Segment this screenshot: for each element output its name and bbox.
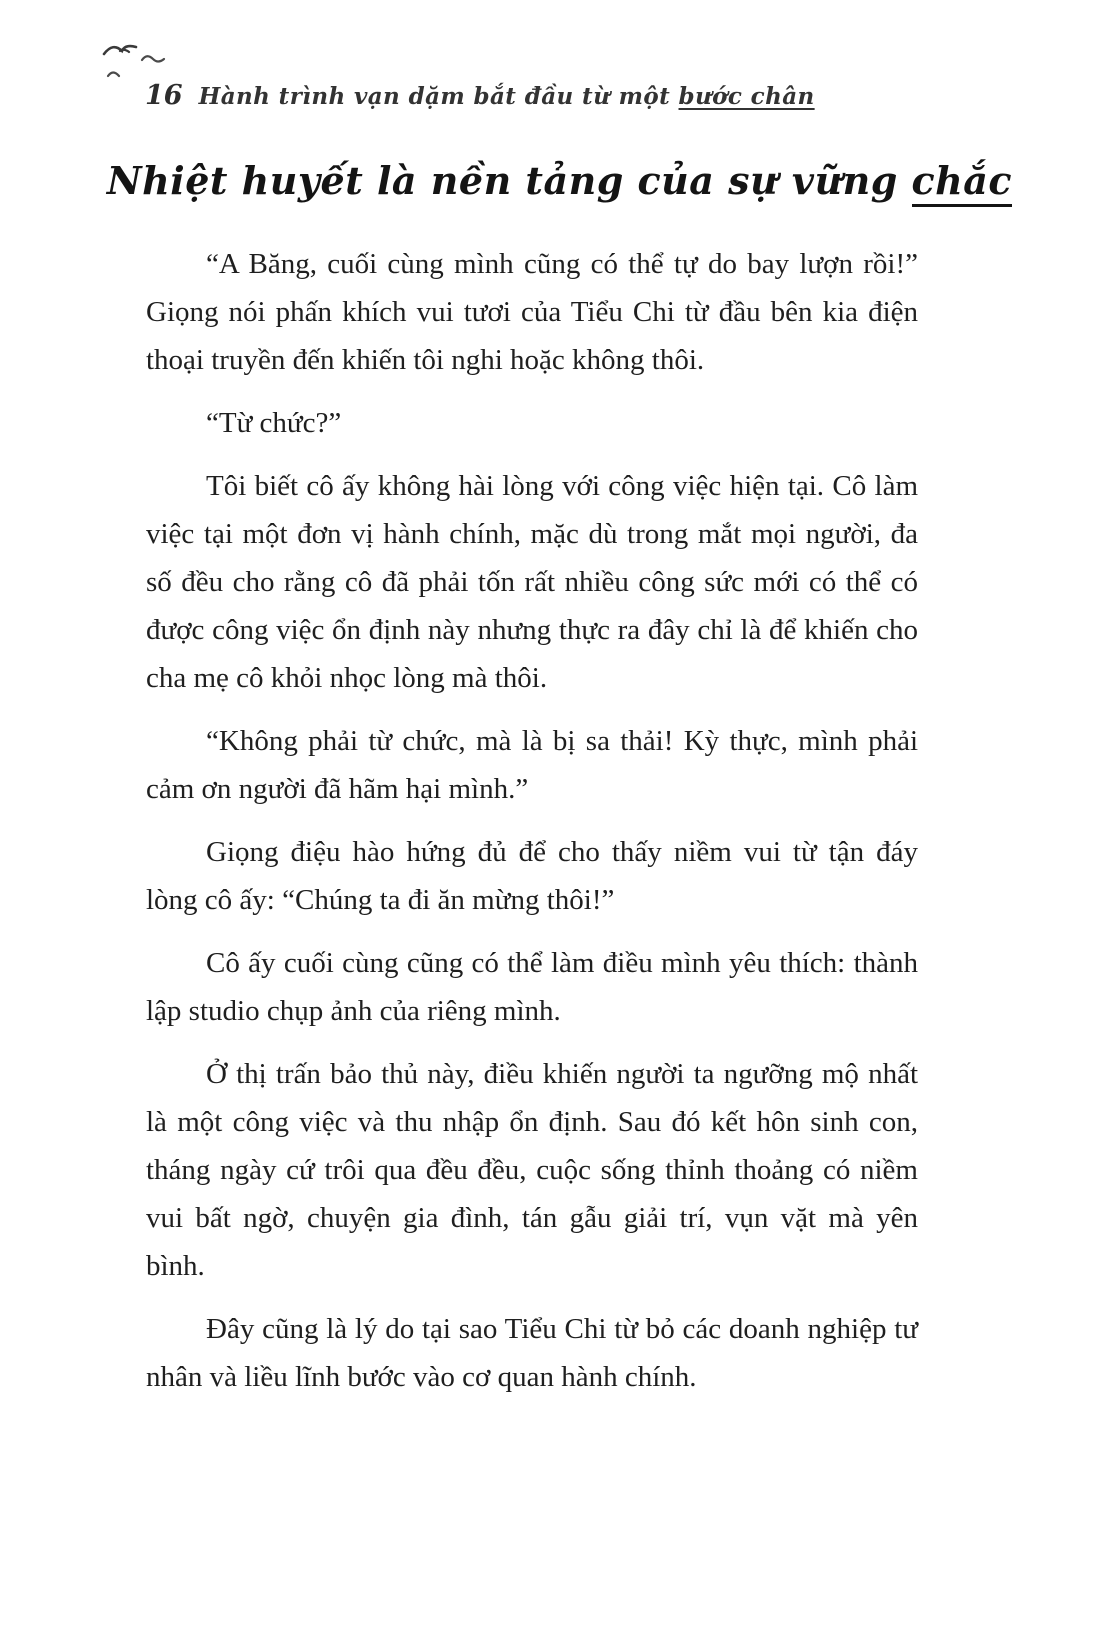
chapter-title <box>0 158 1119 203</box>
paragraph: Đây cũng là lý do tại sao Tiểu Chi từ bỏ các doanh nghiệp tư nhân và liều lĩnh bước vào cơ quan hành chính. <box>146 1313 918 1393</box>
page-number: 16 <box>145 80 183 111</box>
paragraph: Cô ấy cuối cùng cũng có thể làm điều mình yêu thích: thành lập studio chụp ảnh của riêng mình. <box>146 947 918 1027</box>
paragraph: “Từ chức?” <box>206 407 342 439</box>
paragraph: “A Băng, cuối cùng mình cũng có thể tự do bay lượn rồi!” Giọng nói phấn khích vui tươi của Tiểu Chi từ đầu bên kia điện thoại truyền đến khiến tôi nghi hoặc không thôi. <box>146 248 918 376</box>
chapter-title-underlined: chắc <box>912 158 1013 207</box>
paragraph: Giọng điệu hào hứng đủ để cho thấy niềm vui từ tận đáy lòng cô ấy: “Chúng ta đi ăn mừng thôi!” <box>146 836 918 916</box>
paragraph: “Không phải từ chức, mà là bị sa thải! Kỳ thực, mình phải cảm ơn người đã hãm hại mình.” <box>146 725 918 805</box>
running-title-main: Hành trình vạn dặm bắt đầu từ một <box>198 83 679 110</box>
running-title <box>199 83 815 110</box>
running-title-underlined: bước chân <box>678 83 815 110</box>
paragraph: Ở thị trấn bảo thủ này, điều khiến người ta ngưỡng mộ nhất là một công việc và thu nhập ổn định. Sau đó kết hôn sinh con, tháng ngày cứ trôi qua đều đều, cuộc sống thỉnh thoảng có niềm vui bất ngờ, chuyện gia đình, tán gẫu giải trí, vụn vặt mà yên bình. <box>146 1058 918 1282</box>
chapter-title-main: Nhiệt huyết là nền tảng của sự vững <box>106 158 912 203</box>
body-text <box>146 240 918 1416</box>
paragraph: Tôi biết cô ấy không hài lòng với công việc hiện tại. Cô làm việc tại một đơn vị hành chính, mặc dù trong mắt mọi người, đa số đều cho rằng cô đã phải tốn rất nhiều công sức mới có thể có được công việc ổn định này nhưng thực ra đây chỉ là để khiến cho cha mẹ cô khỏi nhọc lòng mà thôi. <box>146 470 918 694</box>
page-header <box>145 80 815 111</box>
